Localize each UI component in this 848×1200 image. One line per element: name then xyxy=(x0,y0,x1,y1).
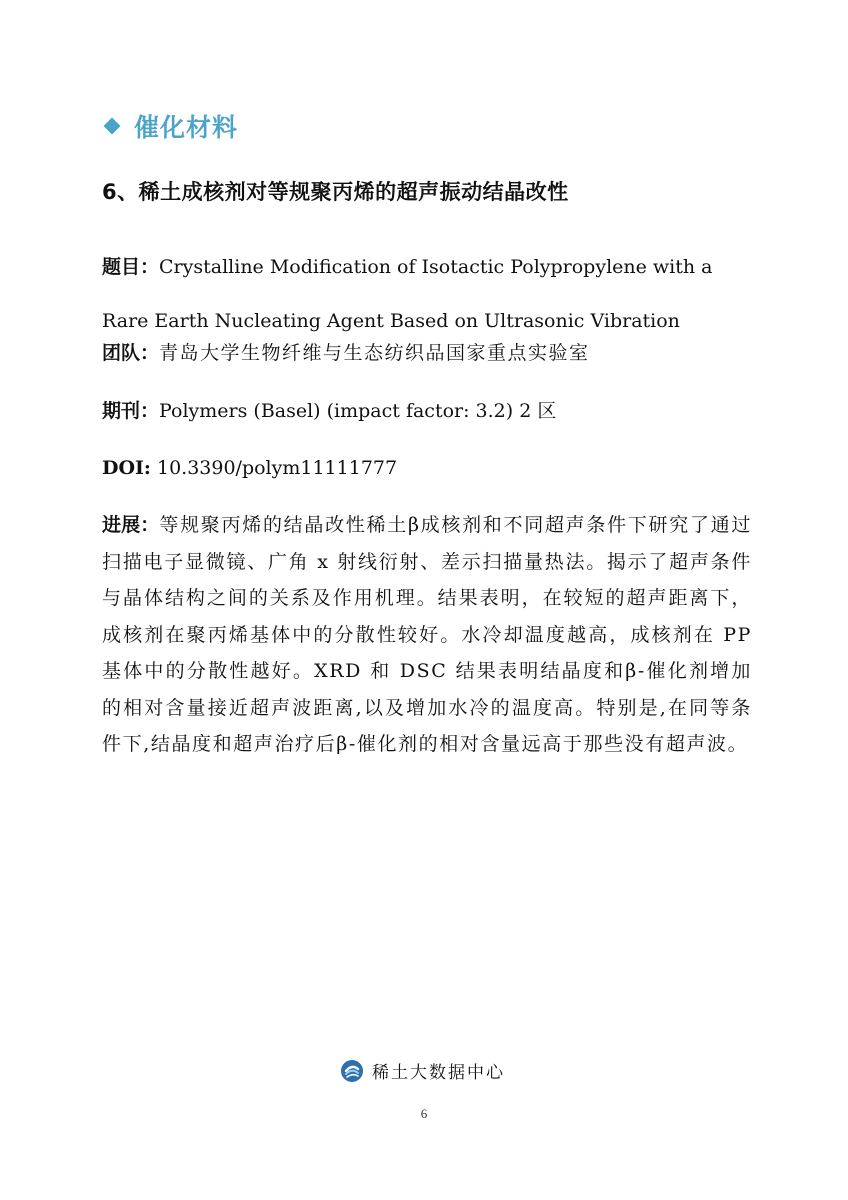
progress-value: 等规聚丙烯的结晶改性稀土β成核剂和不同超声条件下研究了通过扫描电子显微镜、广角 x 射线衍射、差示扫描量热法。揭示了超声条件与晶体结构之间的关系及作用机理。结果表明，在较短的超声距离下，成核剂在聚丙烯基体中的分散性较好。水冷却温度越高，成核剂在 PP 基体中的分散性越好。XRD 和 DSC 结果表明结晶度和β-催化剂增加的相对含量接近超声波距离,以及增加水冷的温度高。特别是,在同等条件下,结晶度和超声治疗后β-催化剂的相对含量远高于那些没有超声波。 xyxy=(102,514,752,755)
team-value: 青岛大学生物纤维与生态纺织品国家重点实验室 xyxy=(159,342,590,364)
section-heading xyxy=(104,108,238,144)
journal-field xyxy=(102,398,752,425)
page-number: 6 xyxy=(420,1106,428,1121)
paper-title-value: Crystalline Modification of Isotactic Polypropylene with a Rare Earth Nucleating Agent Based on Ultrasonic Vibration xyxy=(102,256,713,332)
article-title: 6、稀土成核剂对等规聚丙烯的超声振动结晶改性 xyxy=(102,180,569,204)
progress-label: 进展： xyxy=(102,514,160,536)
paper-title-label: 题目： xyxy=(102,256,160,278)
diamond-bullet-icon xyxy=(104,118,121,135)
footer-logo-text: 稀土大数据中心 xyxy=(372,1063,505,1083)
doi-value: 10.3390/polym11111777 xyxy=(150,457,398,479)
doi-field xyxy=(102,455,752,482)
progress-field xyxy=(102,507,752,763)
footer-logo xyxy=(340,1058,505,1083)
doi-label: DOI: xyxy=(102,457,151,479)
journal-value: Polymers (Basel) (impact factor: 3.2) 2 区 xyxy=(159,400,557,422)
rare-earth-logo-icon xyxy=(340,1059,364,1083)
journal-label: 期刊： xyxy=(102,400,160,422)
paper-title-field xyxy=(102,240,752,348)
team-label: 团队： xyxy=(102,342,160,364)
section-heading-text: 催化材料 xyxy=(134,113,239,142)
team-field xyxy=(102,340,752,367)
